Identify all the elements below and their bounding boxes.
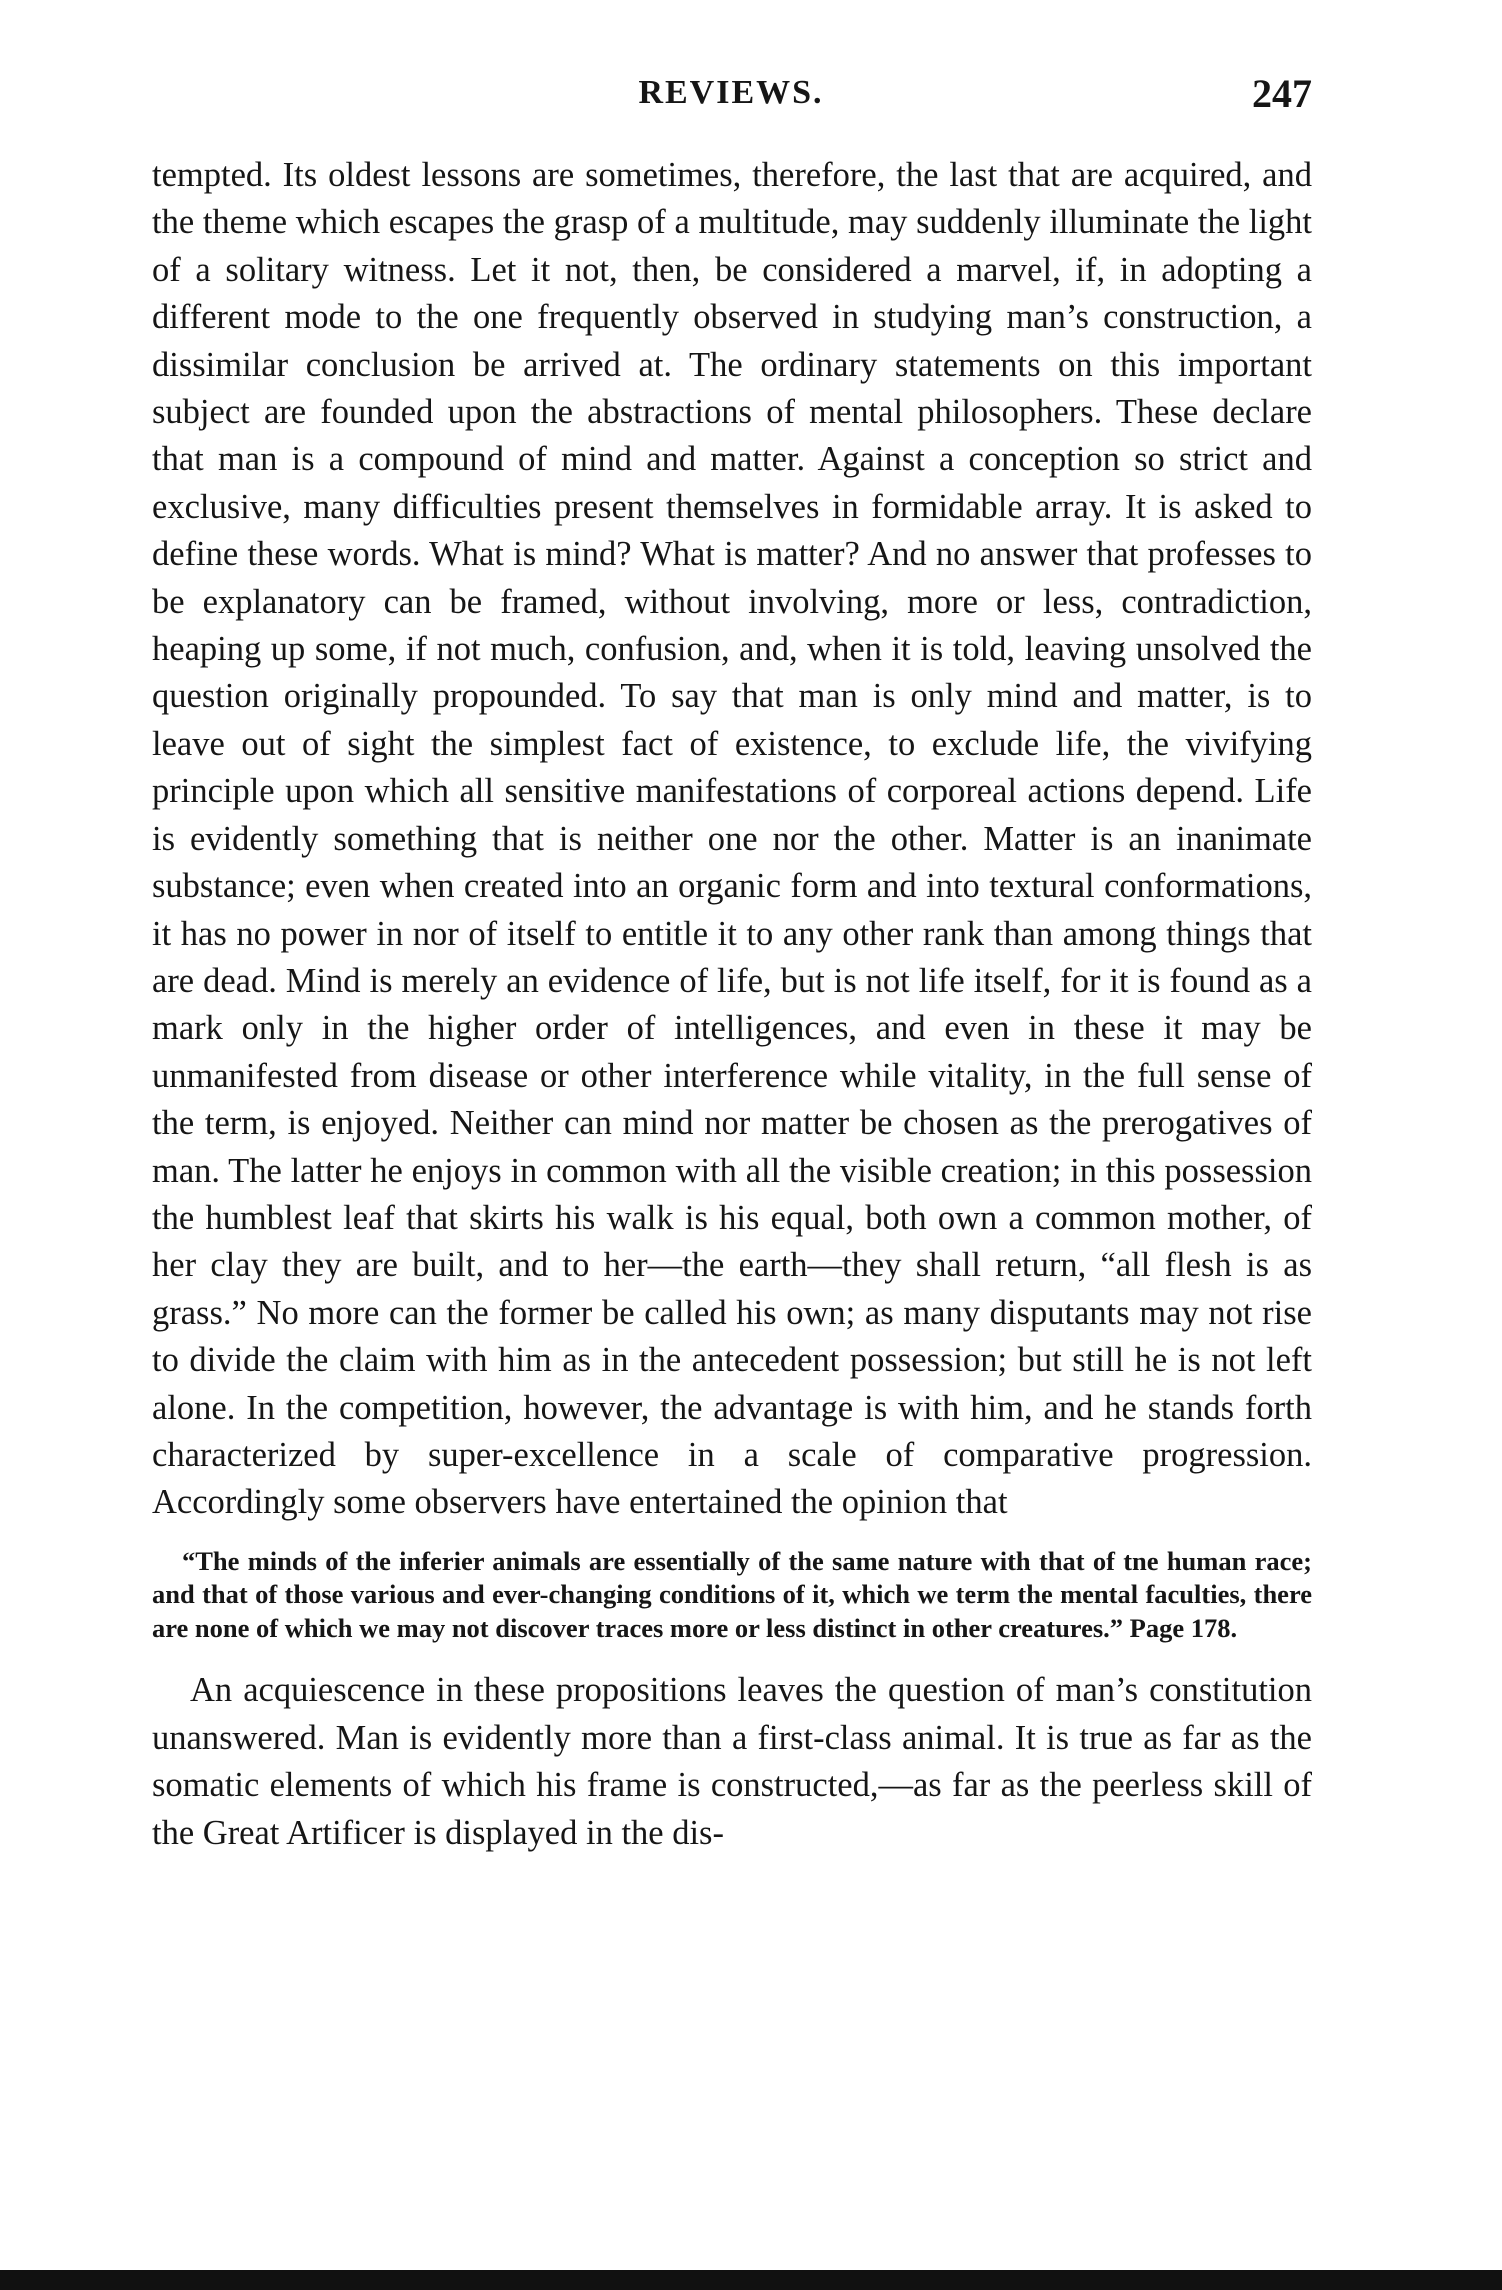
page-number: 247 <box>1252 71 1312 116</box>
running-title: REVIEWS. <box>638 74 824 111</box>
body-text <box>152 152 1312 1857</box>
scan-bottom-edge <box>0 2270 1502 2290</box>
paragraph-continued: tempted. Its oldest lessons are sometimes, therefore, the last that are acquired, and the theme which escapes the grasp of a multitude, may suddenly illuminate the light of a solitary witness. Let it not, then, be considered a marvel, if, in adopting a different mode to the one frequently observed in studying man’s construction, a dissimilar conclusion be arrived at. The ordinary statements on this important subject are founded upon the abstractions of mental philosophers. These declare that man is a compound of mind and matter. Against a conception so strict and exclusive, many difficulties present themselves in formidable array. It is asked to define these words. What is mind? What is matter? And no answer that professes to be explanatory can be framed, without involving, more or less, contradiction, heaping up some, if not much, confusion, and, when it is told, leaving unsolved the question originally propounded. To say that man is only mind and matter, is to leave out of sight the simplest fact of existence, to exclude life, the vivifying principle upon which all sensitive manifestations of corporeal actions depend. Life is evidently something that is neither one nor the other. Matter is an inanimate substance; even when created into an organic form and into textural conformations, it has no power in nor of itself to entitle it to any other rank than among things that are dead. Mind is merely an evidence of life, but is not life itself, for it is found as a mark only in the higher order of intelligences, and even in these it may be unmanifested from disease or other interference while vitality, in the full sense of the term, is enjoyed. Neither can mind nor matter be chosen as the prerogatives of man. The latter he enjoys in common with all the visible creation; in this possession the humblest leaf that skirts his walk is his equal, both own a common mother, of her clay they are built, and to her—the earth—they shall return, “all flesh is as grass.” No more can the former be called his own; as many disputants may not rise to divide the claim with him as in the antecedent possession; but still he is not left alone. In the competition, however, the advantage is with him, and he stands forth characterized by super-excellence in a scale of comparative progression. Accordingly some observers have entertained the opinion that <box>152 156 1312 1522</box>
block-quote: “The minds of the inferier animals are essentially of the same nature with that of tne human race; and that of those various and ever-changing conditions of it, which we term the mental faculties, there are none of which we may not discover traces more or less distinct in other creatures.” Page 178. <box>152 1545 1312 1643</box>
running-head <box>150 68 1312 118</box>
paragraph-next: An acquiescence in these propositions leaves the question of man’s constitution unanswered. Man is evidently more than a first-class animal. It is true as far as the somatic elements of which his frame is constructed,—as far as the peerless skill of the Great Artificer is displayed in the dis- <box>152 1671 1312 1852</box>
